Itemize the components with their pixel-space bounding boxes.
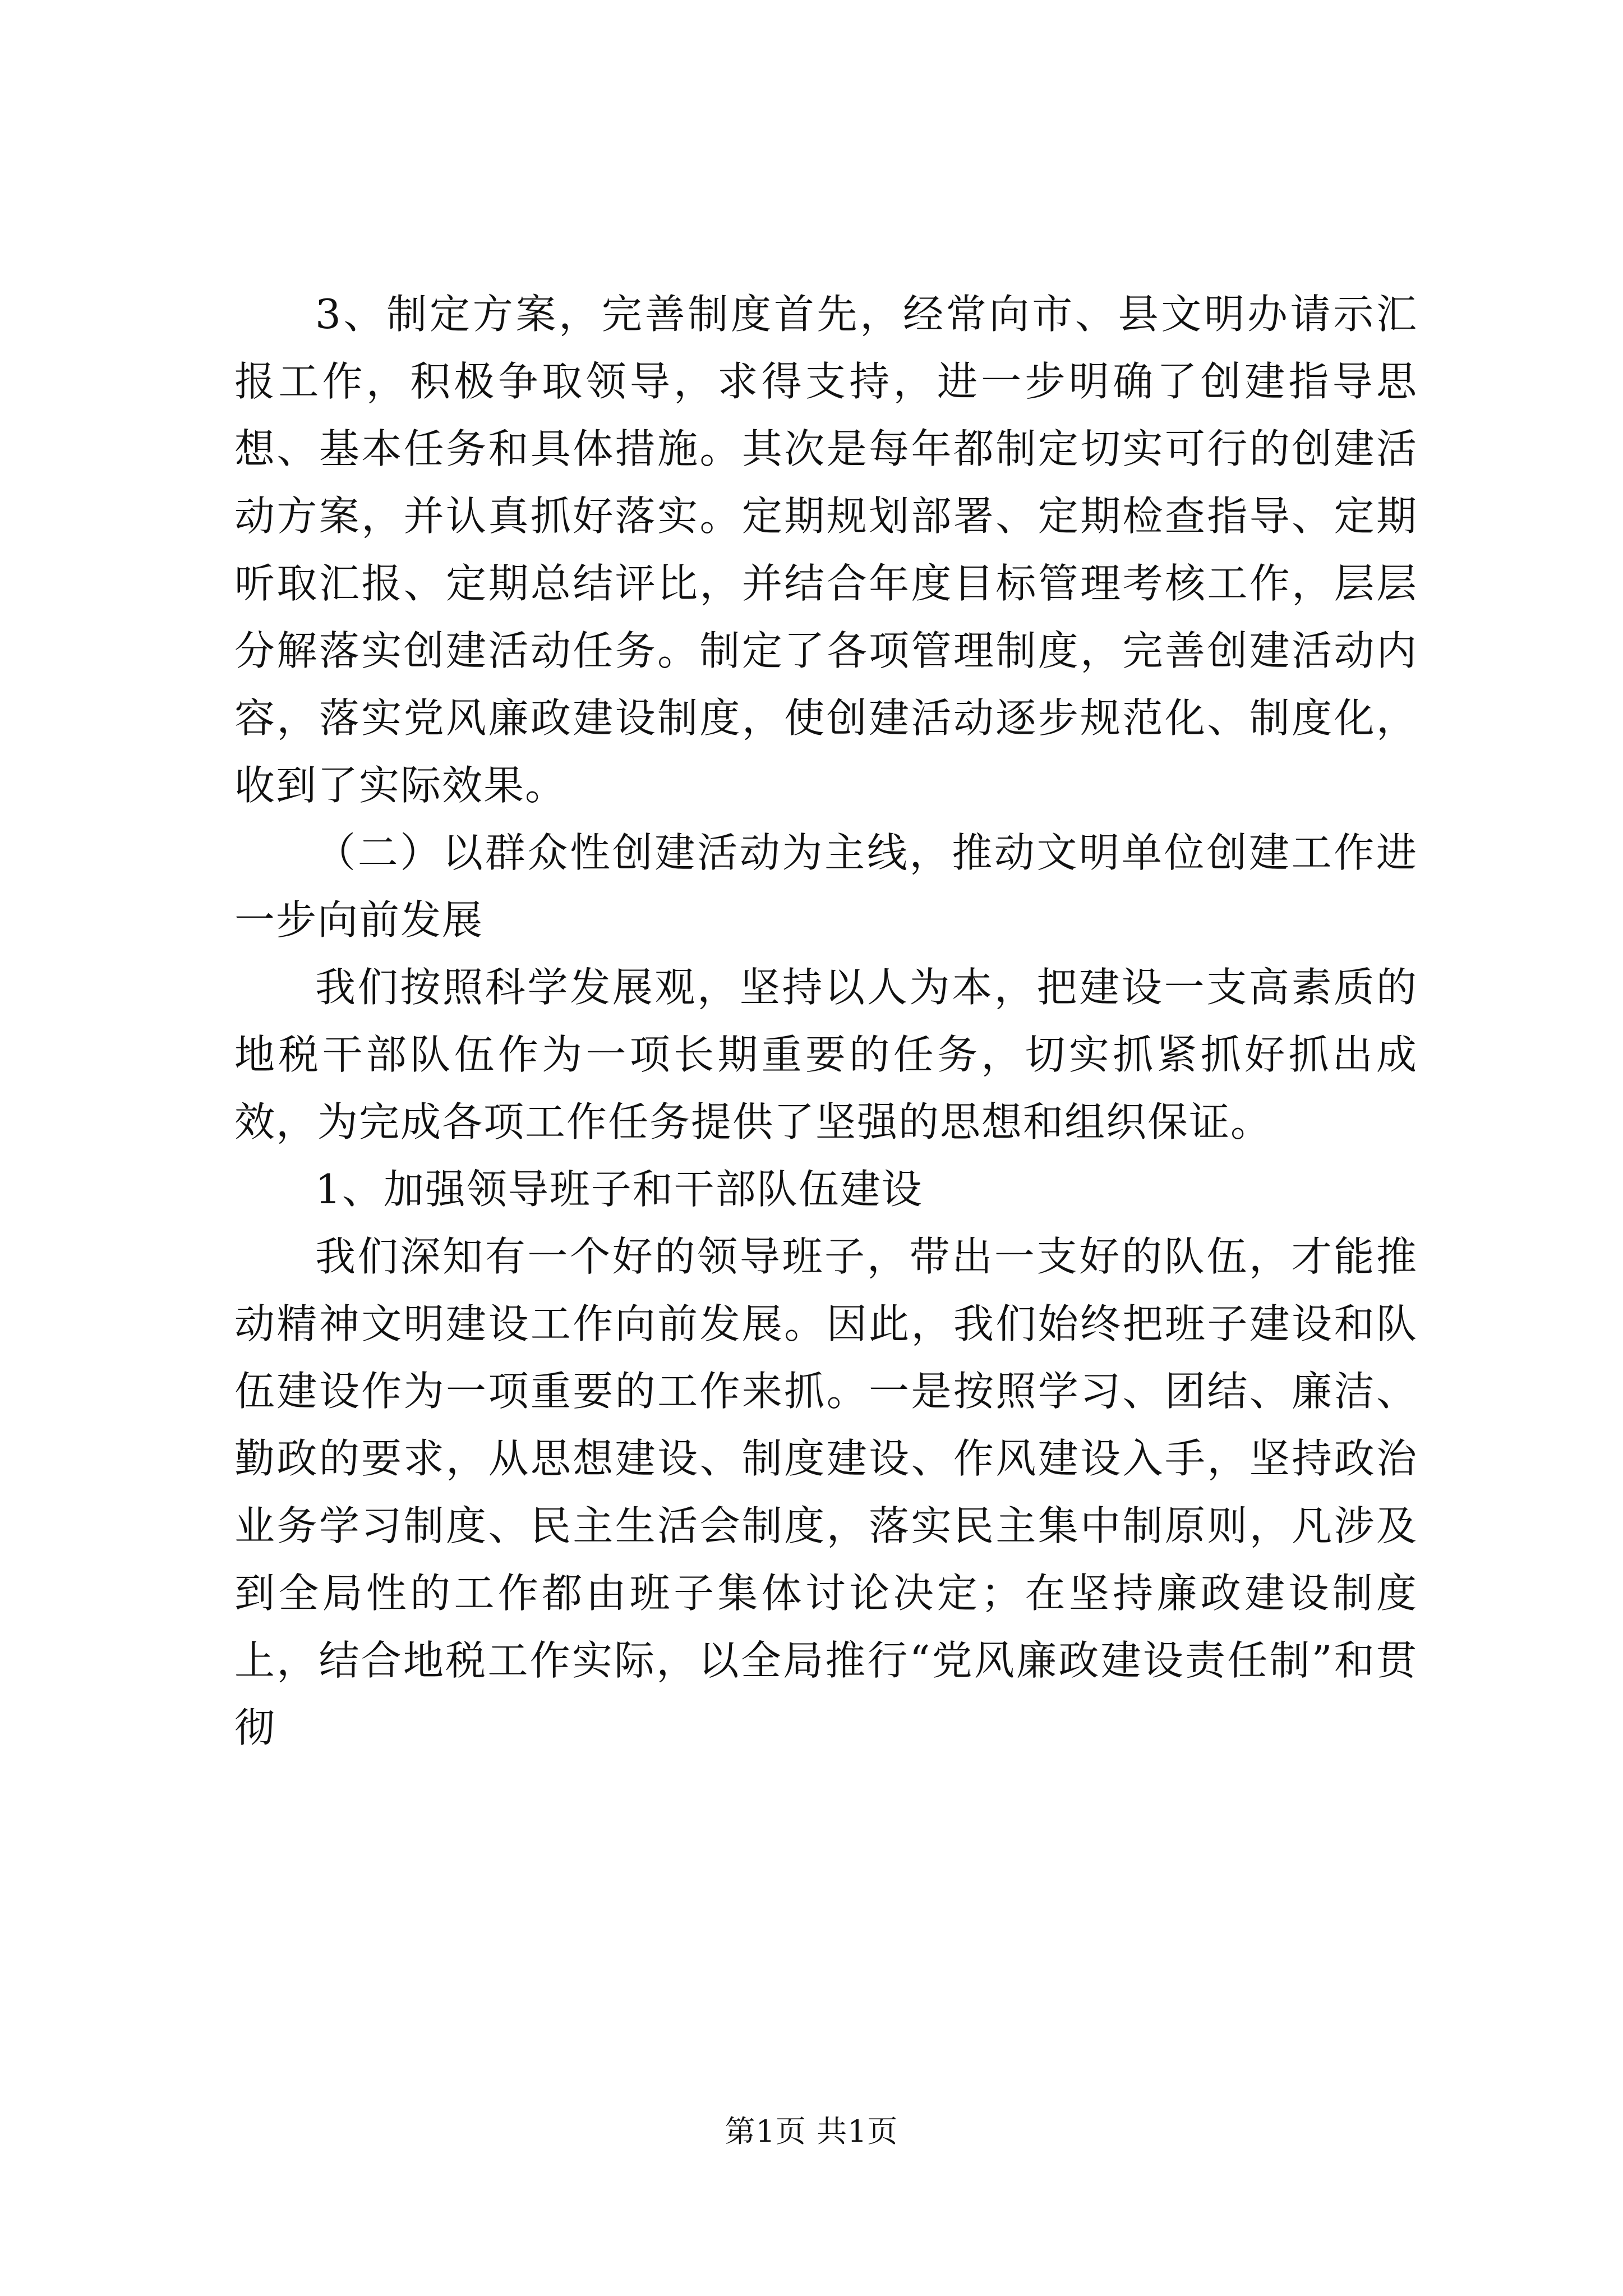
- page-footer: 第1页 共1页: [725, 2114, 898, 2149]
- subheading-leadership-team: 1、加强领导班子和干部队伍建设: [315, 1166, 923, 1213]
- paragraph-leadership-team: 我们深知有一个好的领导班子，带出一支好的队伍，才能推动精神文明建设工作向前发展。因此，我们始终把班子建设和队伍建设作为一项重要的工作来抓。一是按照学习、团结、廉洁、勤政的要求，从思想建设、制度建设、作风建设入手，坚持政治业务学习制度、民主生活会制度，落实民主集中制原则，凡涉及到全局性的工作都由班子集体讨论决定；在坚持廉政建设制度上，结合地税工作实际，以全局推行“党风廉政建设责任制”和贯彻: [234, 1233, 1418, 1751]
- paragraph-team-building-overview: 我们按照科学发展观，坚持以人为本，把建设一支高素质的地税干部队伍作为一项长期重要的任务，切实抓紧抓好抓出成效，为完成各项工作任务提供了坚强的思想和组织保证。: [234, 964, 1418, 1145]
- document-body: [234, 280, 1418, 1761]
- paragraph-plan-and-system: 3、制定方案，完善制度首先，经常向市、县文明办请示汇报工作，积极争取领导，求得支持，进一步明确了创建指导思想、基本任务和具体措施。其次是每年都制定切实可行的创建活动方案，并认真抓好落实。定期规划部署、定期检查指导、定期听取汇报、定期总结评比，并结合年度目标管理考核工作，层层分解落实创建活动任务。制定了各项管理制度，完善创建活动内容，落实党风廉政建设制度，使创建活动逐步规范化、制度化，收到了实际效果。: [234, 291, 1418, 809]
- section-heading-mass-activities: （二）以群众性创建活动为主线，推动文明单位创建工作进一步向前发展: [234, 829, 1418, 944]
